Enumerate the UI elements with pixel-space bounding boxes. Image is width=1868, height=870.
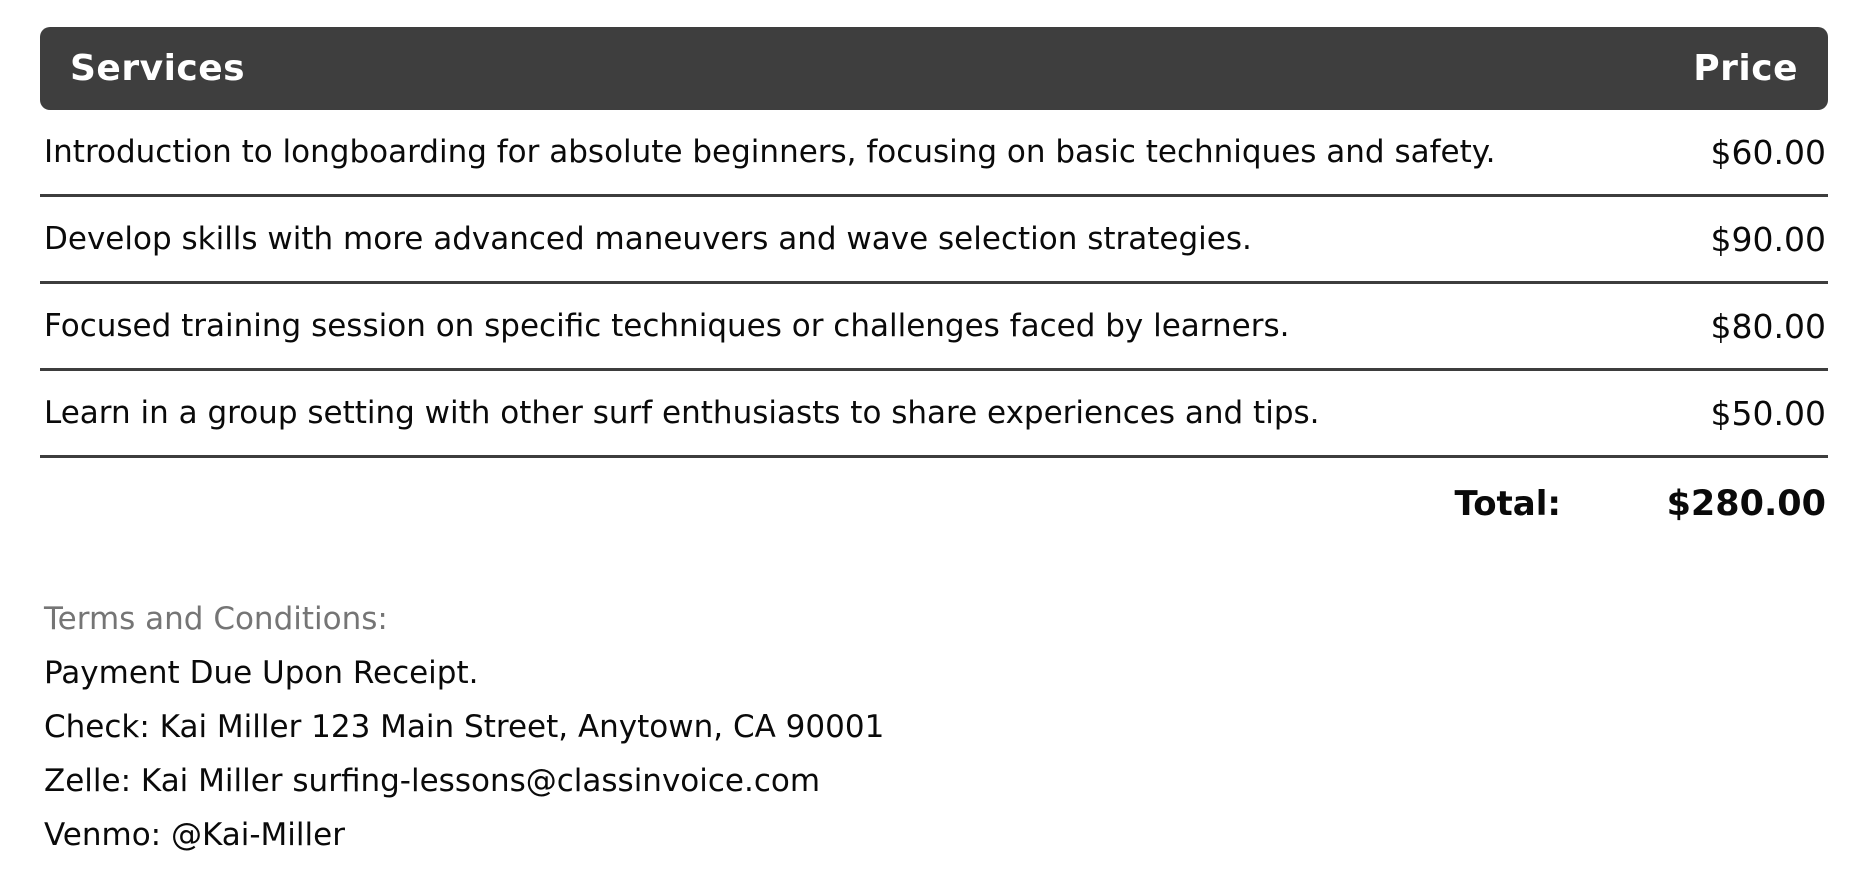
terms-line-payment: Payment Due Upon Receipt. [44,655,479,691]
service-description: Learn in a group setting with other surf enthusiasts to share experiences and tips. [44,395,1320,431]
terms-line-check: Check: Kai Miller 123 Main Street, Anytown, CA 90001 [44,709,885,745]
table-row [40,197,1828,284]
terms-section [40,592,1828,862]
services-table [40,27,1828,550]
total-value: $280.00 [1666,484,1826,524]
service-price: $90.00 [1710,219,1826,259]
table-header [40,27,1828,110]
terms-line-venmo: Venmo: @Kai-Miller [44,817,345,853]
service-price: $50.00 [1710,393,1826,433]
total-label: Total: [1454,484,1561,524]
total-row [40,458,1828,550]
table-row [40,371,1828,458]
column-header-price: Price [1693,48,1798,89]
service-description: Introduction to longboarding for absolute beginners, focusing on basic techniques and safety. [44,134,1496,170]
service-description: Develop skills with more advanced maneuvers and wave selection strategies. [44,221,1252,257]
terms-line-zelle: Zelle: Kai Miller surfing-lessons@classinvoice.com [44,763,821,799]
table-row [40,110,1828,197]
column-header-services: Services [70,48,246,89]
table-row [40,284,1828,371]
service-description: Focused training session on specific techniques or challenges faced by learners. [44,308,1290,344]
service-price: $60.00 [1710,132,1826,172]
service-price: $80.00 [1710,306,1826,346]
terms-heading: Terms and Conditions: [44,601,388,637]
